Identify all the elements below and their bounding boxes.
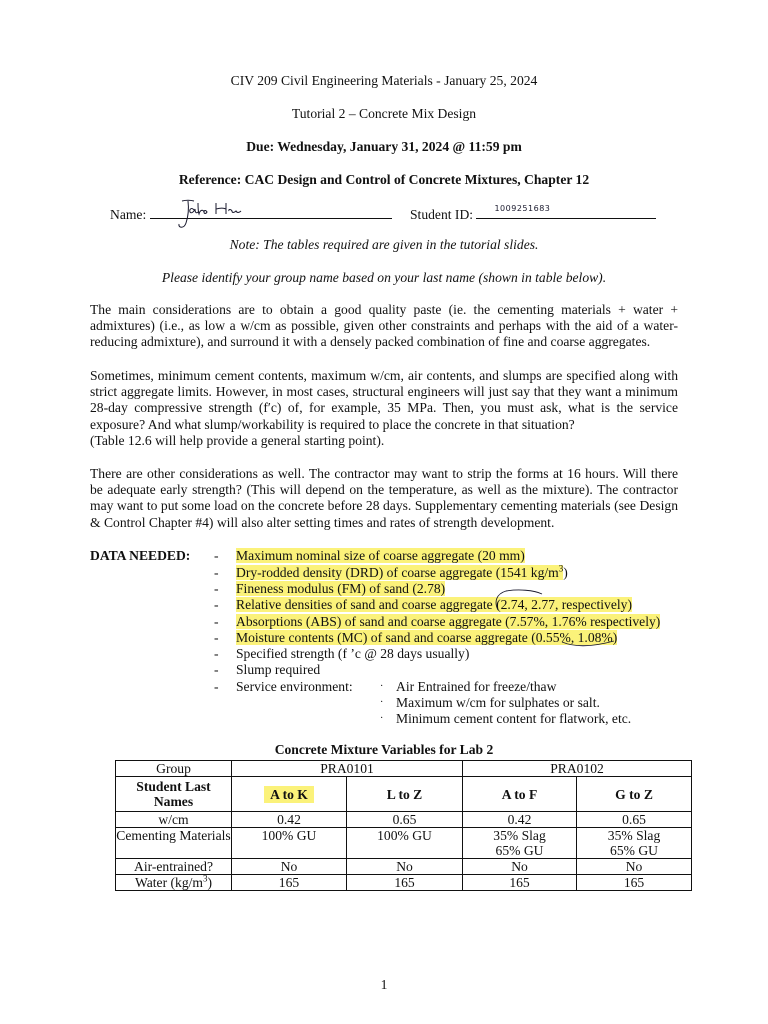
group-label-cell: Group [116, 761, 232, 777]
table-row [116, 828, 692, 859]
group-instruction: Please identify your group name based on your last name (shown in table below). [161, 270, 607, 285]
group-cell: PRA0102 [463, 761, 692, 777]
data-item-fineness: Fineness modulus (FM) of sand (2.78) [236, 581, 446, 596]
paragraph-line: (Table 12.6 will help provide a general starting point). [90, 432, 385, 448]
table-cell: 35% Slag 65% GU [463, 828, 577, 859]
table-cell: 35% Slag 65% GU [577, 828, 692, 859]
paragraph-line: reducing admixture), and surround it with a densely packed combination of fine and coarse aggregates. [90, 334, 651, 350]
paragraph-line: The main considerations are to obtain a good quality paste (ie. the cementing materials + water + [90, 302, 678, 317]
bullet-dot: · [380, 697, 384, 708]
data-item-moisture: Moisture contents (MC) of sand and coarse aggregate (0.55%, 1.08%) [236, 630, 618, 645]
table-caption: Concrete Mixture Variables for Lab 2 [274, 742, 494, 757]
paragraph-other-considerations [90, 466, 678, 531]
dash: - [214, 581, 219, 596]
table-row [116, 812, 692, 828]
dash: - [214, 565, 219, 580]
data-item-relative-densities: Relative densities of sand and coarse aggregate (2.74, 2.77, respectively) [236, 597, 632, 612]
table-cell: 165 [577, 875, 692, 891]
dash: - [214, 597, 219, 612]
table-cell: No [577, 859, 692, 875]
table-row [116, 761, 692, 777]
student-id-underline [476, 205, 656, 219]
paragraph-line: strict aggregate limits. However, in most cases, structural engineers will just say that they want a minimum [90, 384, 678, 400]
tables-note: Note: The tables required are given in the tutorial slides. [229, 237, 539, 252]
student-id-value: 1009251683 [494, 204, 551, 213]
names-label-cell: Student Last Names [116, 777, 232, 812]
pen-circle-annotation [490, 588, 550, 614]
student-id-label: Student ID: [410, 207, 474, 222]
paragraph-line: & Control Chapter #4) will also alter setting times and rates of strength development. [90, 514, 555, 530]
due-date: Due: Wednesday, January 31, 2024 @ 11:59 pm [246, 139, 522, 154]
table-cell: 165 [463, 875, 577, 891]
data-item-service: Service environment: [236, 679, 353, 694]
dash: - [214, 614, 219, 629]
names-cell: A to K [232, 777, 347, 812]
service-item-air: Air Entrained for freeze/thaw [396, 679, 557, 694]
table-cell: 0.42 [463, 812, 577, 828]
table-cell: 0.42 [232, 812, 347, 828]
reference: Reference: CAC Design and Control of Concrete Mixtures, Chapter 12 [178, 172, 590, 187]
dash: - [214, 662, 219, 677]
table-row [116, 875, 692, 891]
table-cell: 100% GU [232, 828, 347, 859]
data-item-absorptions: Absorptions (ABS) of sand and coarse aggregate (7.57%, 1.76% respectively) [236, 614, 661, 629]
paragraph-line: admixtures) (i.e., as low a w/cm as possible, given other constraints and perhaps with the aid of a water- [90, 318, 678, 334]
pen-underline-annotation [560, 636, 620, 650]
names-cell: G to Z [577, 777, 692, 812]
paragraph-line: 28-day compressive strength (f′c) of, for example, 35 MPa. Then, you must ask, what is the service [90, 400, 678, 416]
table-cell: 0.65 [347, 812, 463, 828]
service-item-cement: Minimum cement content for flatwork, etc. [396, 711, 632, 726]
table-row [116, 859, 692, 875]
paragraph-line: There are other considerations as well. The contractor may want to strip the forms at 16 hours. Will there [90, 466, 678, 481]
service-item-wcm: Maximum w/cm for sulphates or salt. [396, 695, 600, 710]
table-row [116, 777, 692, 812]
course-line: CIV 209 Civil Engineering Materials - January 25, 2024 [230, 73, 538, 88]
student-id-field[interactable] [410, 205, 656, 223]
name-label: Name: [110, 207, 147, 222]
paragraph-line: may want to put some load on the concrete before 28 days. Supplementary cementing materials (see Design [90, 498, 678, 514]
row-label-cell: Air-entrained? [116, 859, 232, 875]
paragraph-line: exposure? And what slump/workability is required to place the concrete in that situation? [90, 416, 575, 432]
paragraph-line: Sometimes, minimum cement contents, maximum w/cm, air contents, and slumps are specified along with [90, 368, 678, 383]
paragraph-specifications [90, 368, 678, 449]
names-cell: A to F [463, 777, 577, 812]
table-cell: No [463, 859, 577, 875]
handwritten-signature [176, 197, 246, 237]
data-needed-label: DATA NEEDED: [90, 548, 191, 563]
table-cell: No [347, 859, 463, 875]
row-label-cell: Cementing Materials [116, 828, 232, 859]
page-number: 1 [380, 977, 388, 992]
row-label-cell: Water $(kg/m^3)$ [116, 875, 232, 891]
paragraph-main-considerations [90, 302, 678, 351]
name-field[interactable] [110, 205, 392, 223]
dash: - [214, 630, 219, 645]
paragraph-line: be adequate early strength? (This will depend on the temperature, as well as the mixture). The contractor [90, 482, 678, 498]
data-item-strength: Specified strength (f ’c @ 28 days usually) [236, 646, 470, 661]
table-cell: 0.65 [577, 812, 692, 828]
name-underline [150, 205, 392, 219]
tutorial-title: Tutorial 2 – Concrete Mix Design [291, 106, 477, 121]
table-cell: 165 [232, 875, 347, 891]
table-cell: 165 [347, 875, 463, 891]
dash: - [214, 646, 219, 661]
data-item-slump: Slump required [236, 662, 321, 677]
mixture-variables-table [115, 760, 692, 891]
data-item-drd: Dry-rodded density (DRD) of coarse aggregate (1541 $kg/m^3$) [236, 563, 568, 580]
bullet-dot: · [380, 713, 384, 724]
row-label-cell: w/cm [116, 812, 232, 828]
dash: - [214, 679, 219, 694]
names-cell: L to Z [347, 777, 463, 812]
dash: - [214, 548, 219, 563]
table-cell: No [232, 859, 347, 875]
bullet-dot: · [380, 681, 384, 692]
data-item-max-size: Maximum nominal size of coarse aggregate (20 mm) [236, 548, 525, 563]
group-cell: PRA0101 [232, 761, 463, 777]
table-cell: 100% GU [347, 828, 463, 859]
